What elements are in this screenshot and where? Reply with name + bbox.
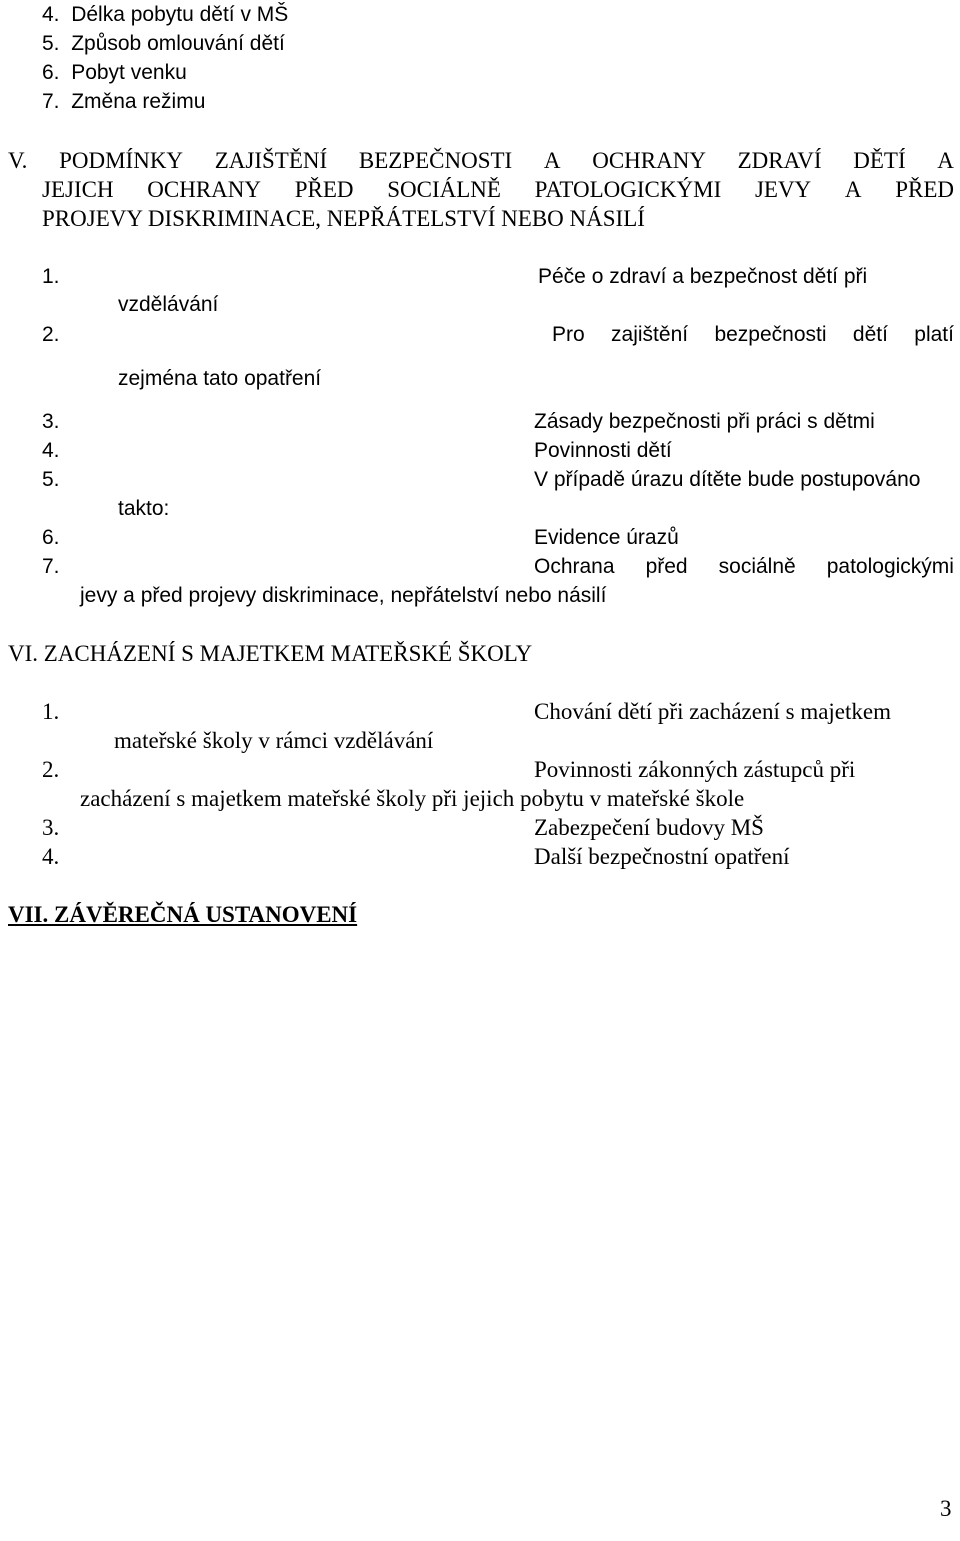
list-item-text: Zásady bezpečnosti při práci s dětmi xyxy=(534,410,875,433)
heading-line: V. PODMÍNKY ZAJIŠTĚNÍ BEZPEČNOSTI A OCHRANY ZDRAVÍ DĚTÍ A xyxy=(8,148,954,173)
section-7-heading: VII. ZÁVĚREČNÁ USTANOVENÍ xyxy=(8,902,358,927)
heading-line: PROJEVY DISKRIMINACE, NEPŘÁTELSTVÍ NEBO NÁSILÍ xyxy=(42,206,645,231)
list-item-continuation: mateřské školy v rámci vzdělávání xyxy=(114,728,434,753)
list-item-number: 2. xyxy=(42,757,60,782)
list-item-text: Povinnosti dětí xyxy=(534,439,672,462)
list-item-number: 1. xyxy=(42,265,60,288)
list-item-continuation: zejména tato opatření xyxy=(118,367,322,390)
list-item-text: V případě úrazu dítěte bude postupováno xyxy=(534,468,921,491)
list-item-number: 5. xyxy=(42,468,60,491)
list-item-text: Povinnosti zákonných zástupců při xyxy=(534,757,856,782)
section-6-heading: VI. ZACHÁZENÍ S MAJETKEM MATEŘSKÉ ŠKOLY xyxy=(8,641,533,666)
list-item-text: Evidence úrazů xyxy=(534,526,679,549)
list-item-number: 1. xyxy=(42,699,60,724)
list-item-number: 7. xyxy=(42,555,60,578)
list-item-number: 3. xyxy=(42,410,60,433)
list-item-text: Další bezpečnostní opatření xyxy=(534,844,790,869)
list-item-continuation: zacházení s majetkem mateřské školy při jejich pobytu v mateřské škole xyxy=(80,786,745,811)
list-item-number: 3. xyxy=(42,815,60,840)
list-item-continuation: takto: xyxy=(118,497,170,520)
list-item-number: 4. xyxy=(42,439,60,462)
list-item-number: 2. xyxy=(42,323,60,346)
page-number: 3 xyxy=(940,1496,952,1521)
list-item: 5. Způsob omlouvání dětí xyxy=(42,32,285,55)
list-item-continuation: vzdělávání xyxy=(118,293,219,316)
list-item-text: Chování dětí při zacházení s majetkem xyxy=(534,699,892,724)
heading-line: JEJICH OCHRANY PŘED SOCIÁLNĚ PATOLOGICKÝMI JEVY A PŘED xyxy=(42,177,954,202)
list-item-text: Pro zajištění bezpečnosti dětí platí xyxy=(552,323,954,346)
list-item-number: 6. xyxy=(42,526,60,549)
list-item: 7. Změna režimu xyxy=(42,90,206,113)
list-item: 4. Délka pobytu dětí v MŠ xyxy=(42,3,289,26)
list-item-continuation: jevy a před projevy diskriminace, nepřátelství nebo násilí xyxy=(80,584,607,607)
list-item: 6. Pobyt venku xyxy=(42,61,187,84)
list-item-text: Péče o zdraví a bezpečnost dětí při xyxy=(538,265,868,288)
list-item-text: Ochrana před sociálně patologickými xyxy=(534,555,954,578)
list-item-text: Zabezpečení budovy MŠ xyxy=(534,815,764,840)
list-item-number: 4. xyxy=(42,844,60,869)
